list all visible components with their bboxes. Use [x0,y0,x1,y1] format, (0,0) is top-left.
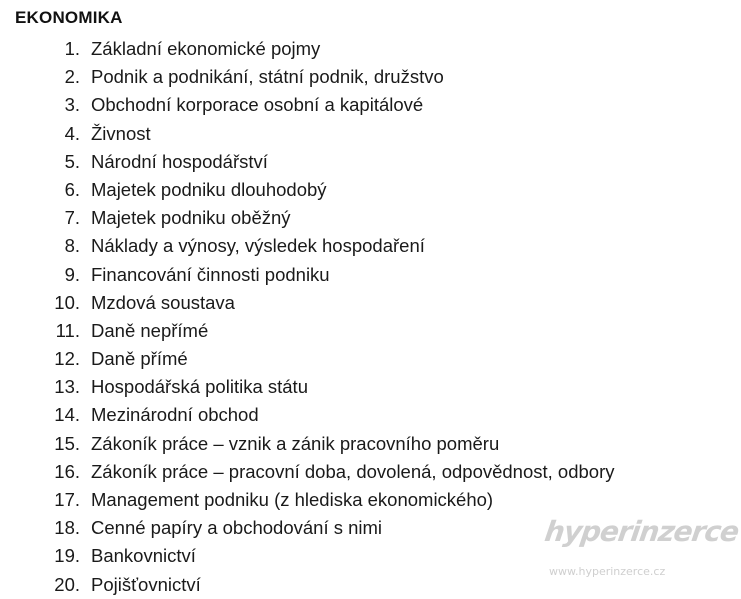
item-label: Majetek podniku oběžný [91,207,291,229]
item-number: 3. [64,94,80,116]
item-number: 7. [64,207,80,229]
item-label: Zákoník práce – vznik a zánik pracovního poměru [91,432,500,454]
item-label: Daně přímé [91,348,188,370]
item-number: 16. [54,460,80,482]
item-number: 12. [54,348,80,370]
item-label: Hospodářská politika státu [91,376,308,398]
item-label: Majetek podniku dlouhodobý [91,178,327,200]
item-label: Podnik a podnikání, státní podnik, družstvo [91,66,444,88]
item-number: 5. [64,150,80,172]
item-label: Daně nepřímé [91,319,209,341]
item-number: 10. [54,291,80,313]
item-number: 14. [54,404,80,426]
item-number: 6. [64,178,80,200]
item-number: 18. [54,517,80,539]
item-number: 4. [64,122,80,144]
item-label: Základní ekonomické pojmy [91,38,321,59]
item-number: 15. [54,432,80,454]
watermark-logo: hyperinzerce [542,515,741,548]
item-label: Národní hospodářství [91,150,268,172]
item-number: 8. [64,235,80,257]
document-title: EKONOMIKA [15,8,123,27]
item-label: Financování činnosti podniku [91,263,330,285]
item-label: Živnost [91,122,151,144]
item-label: Mzdová soustava [91,291,235,313]
item-label: Bankovnictví [91,545,196,567]
item-label: Cenné papíry a obchodování s nimi [91,517,383,539]
item-label: Zákoník práce – pracovní doba, dovolená, odpovědnost, odbory [91,460,615,482]
item-number: 2. [64,66,80,88]
item-number: 13. [54,376,80,398]
item-label: Management podniku (z hlediska ekonomického) [91,489,494,510]
watermark [542,515,741,585]
item-number: 20. [54,573,80,595]
item-label: Náklady a výnosy, výsledek hospodaření [91,235,425,257]
item-label: Obchodní korporace osobní a kapitálové [91,94,424,116]
item-number: 9. [64,263,80,285]
item-number: 1. [64,38,80,59]
item-label: Mezinárodní obchod [91,404,259,426]
watermark-url: www.hyperinzerce.cz [549,565,666,578]
item-number: 11. [55,319,80,341]
item-number: 19. [54,545,80,567]
item-number: 17. [54,489,80,510]
item-label: Pojišťovnictví [91,573,201,595]
